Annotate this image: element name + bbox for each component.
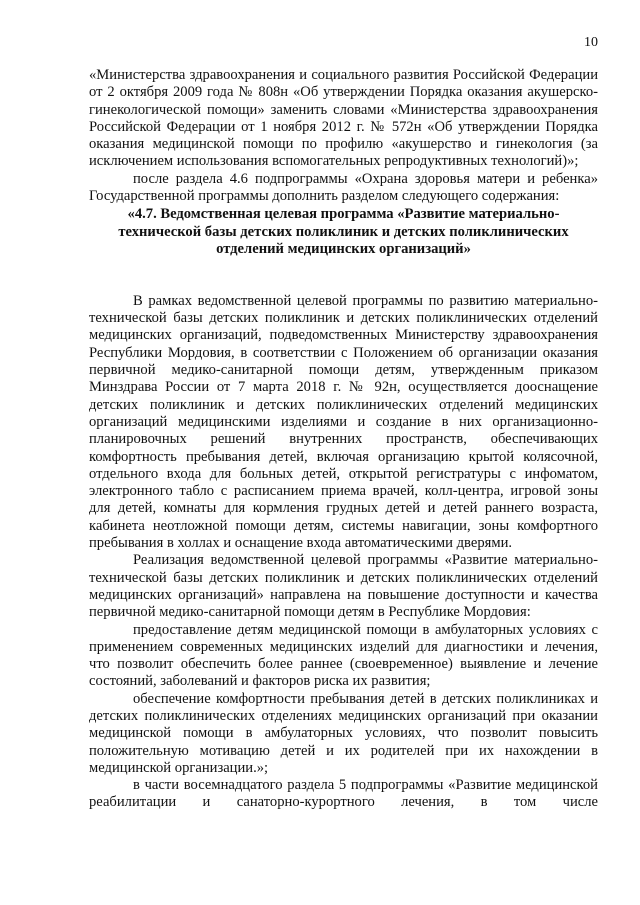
paragraph-amendment-text: «Министерства здравоохранения и социального развития Российской Федерации от 2 октября 2009 года № 808н «Об утверждении Порядка оказания акушерско-гинекологической помощи» заменить словами «Министерства здравоохранения Российской Федерации от 1 ноября 2012 г. № 572н «Об утверждении Порядка оказания медицинской помощи по профилю «акушерство и гинекология (за исключением использования вспомогательных репродуктивных технологий)»; <box>89 67 598 170</box>
paragraph-comfort-provision: обеспечение комфортности пребывания детей в детских поликлиниках и детских поликлинических отделениях медицинских организаций при оказании медицинской помощи в амбулаторных условиях, что позволит повысить положительную мотивацию детей и их родителей при их нахождении в медицинской организации.»; <box>89 690 598 776</box>
paragraph-program-description: В рамках ведомственной целевой программы по развитию материально-технической базы детских поликлиник и детских поликлинических отделений медицинских организаций, подведомственных Министерству здравоохранения Республики Мордовия, в соответствии с Положением об организации оказания первичной медико-санитарной помощи детям, утвержденным приказом Минздрава России от 7 марта 2018 г. № 92н, осуществляется дооснащение детских поликлиник и детских поликлинических отделений медицинских организаций медицинскими изделиями и создание в них организационно-планировочных решений внутренних пространств, обеспечивающих комфортность пребывания детей, включая организацию крытой колясочной, отдельного входа для больных детей, открытой регистратуры с инфоматом, электронного табло с расписанием приема врачей, колл-центра, игровой зоны для детей, комнаты для кормления грудных детей и детей раннего возраста, кабинета неотложной помощи детям, системы навигации, зоны комфортного пребывания в холлах и оснащение входа автоматическими дверями. <box>89 292 598 552</box>
paragraph-continuation: в части восемнадцатого раздела 5 подпрограммы «Развитие медицинской реабилитации и санаторно-курортного лечения, в том числе <box>89 777 598 811</box>
spacer <box>89 259 598 293</box>
paragraph-program-purpose: Реализация ведомственной целевой программы «Развитие материально-технической базы детских поликлиник и детских поликлинических отделений медицинских организаций» направлена на повышение доступности и качества первичной медико-санитарной помощи детям в Республике Мордовия: <box>89 552 598 621</box>
section-heading: «4.7. Ведомственная целевая программа «Развитие материально-технической базы детских поликлиник и детских поликлинических отделений медицинских организаций» <box>118 206 569 258</box>
page-number: 10 <box>584 35 598 50</box>
document-body <box>89 67 598 812</box>
paragraph-care-provision: предоставление детям медицинской помощи в амбулаторных условиях с применением современных медицинских изделий для диагностики и лечения, что позволит обеспечить более раннее (своевременное) выявление и лечение состояний, заболеваний и факторов риска их развития; <box>89 621 598 690</box>
paragraph-section-addition: после раздела 4.6 подпрограммы «Охрана здоровья матери и ребенка» Государственной программы дополнить разделом следующего содержания: <box>89 170 598 205</box>
